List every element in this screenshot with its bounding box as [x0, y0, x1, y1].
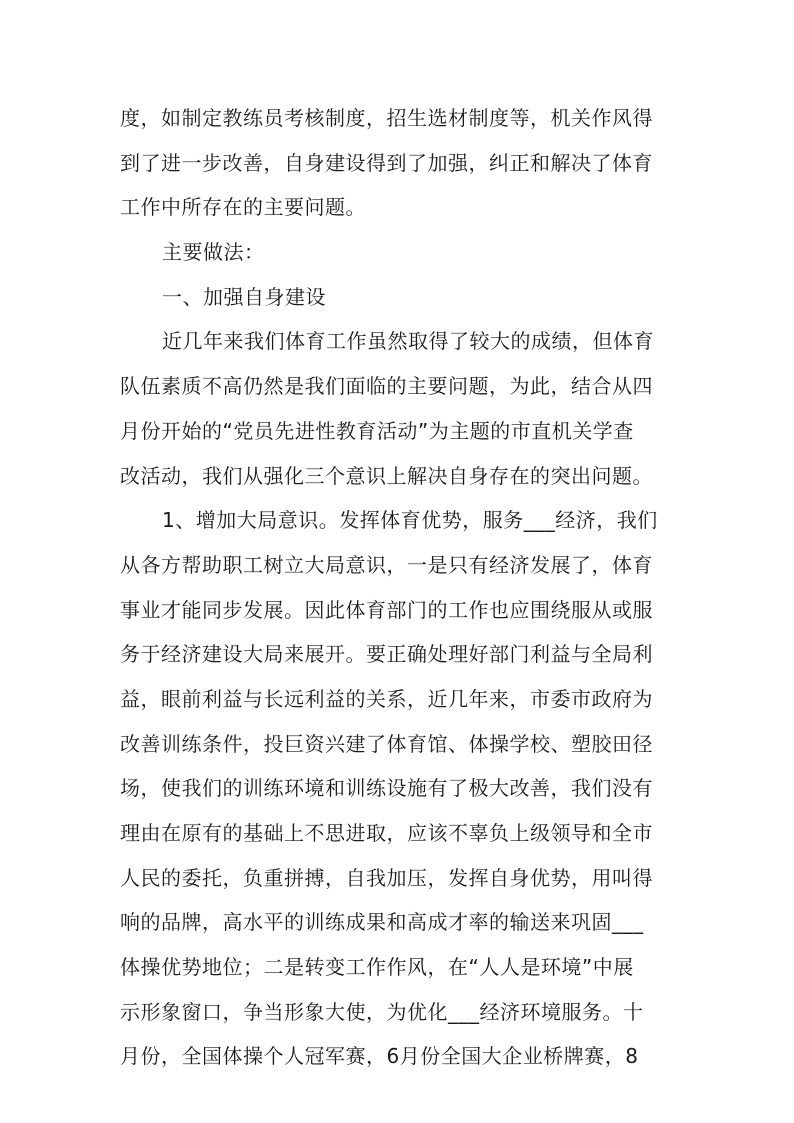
text-line: 改活动，我们从强化三个意识上解决自身存在的突出问题。 [120, 463, 653, 488]
paragraph-start: 近几年来我们体育工作虽然取得了较大的成绩，但体育 [162, 329, 654, 354]
text-line: 务于经济建设大局来展开。要正确处理好部门利益与全局利 [120, 642, 653, 667]
text-line: 示形象窗口，争当形象大使，为优化___经济环境服务。十 [120, 999, 644, 1024]
text-line: 度，如制定教练员考核制度，招生选材制度等，机关作风得 [120, 106, 653, 130]
text-line: 益，眼前利益与长远利益的关系，近几年来，市委市政府为 [120, 686, 653, 711]
paragraph-start: 1、增加大局意识。发挥体育优势，服务___经济，我们 [162, 508, 658, 533]
text-line: 理由在原有的基础上不思进取，应该不辜负上级领导和全市 [120, 821, 653, 845]
text-line: 体操优势地位；二是转变工作作风，在“人人是环境”中展 [120, 955, 634, 980]
document-body [120, 96, 680, 1079]
text-line: 从各方帮助职工树立大局意识，一是只有经济发展了，体育 [120, 552, 653, 577]
text-line: 改善训练条件，投巨资兴建了体育馆、体操学校、塑胶田径 [120, 731, 653, 756]
text-line: 月份，全国体操个人冠军赛，6月份全国大企业桥牌赛，8 [120, 1044, 639, 1069]
text-line: 月份开始的“党员先进性教育活动”为主题的市直机关学查 [120, 418, 634, 443]
text-line: 场，使我们的训练环境和训练设施有了极大改善，我们没有 [120, 776, 653, 801]
text-line: 工作中所存在的主要问题。 [120, 195, 366, 220]
section-label: 主要做法： [162, 240, 265, 265]
text-line: 响的品牌，高水平的训练成果和高成才率的输送来巩固___ [120, 910, 644, 935]
text-line: 人民的委托，负重拼搏，自我加压，发挥自身优势，用叫得 [120, 865, 653, 890]
text-line: 到了进一步改善，自身建设得到了加强，纠正和解决了体育 [120, 150, 653, 175]
section-heading: 一、加强自身建设 [162, 284, 326, 309]
text-line: 队伍素质不高仍然是我们面临的主要问题，为此，结合从四 [120, 374, 653, 399]
text-line: 事业才能同步发展。因此体育部门的工作也应围绕服从或服 [120, 597, 653, 622]
